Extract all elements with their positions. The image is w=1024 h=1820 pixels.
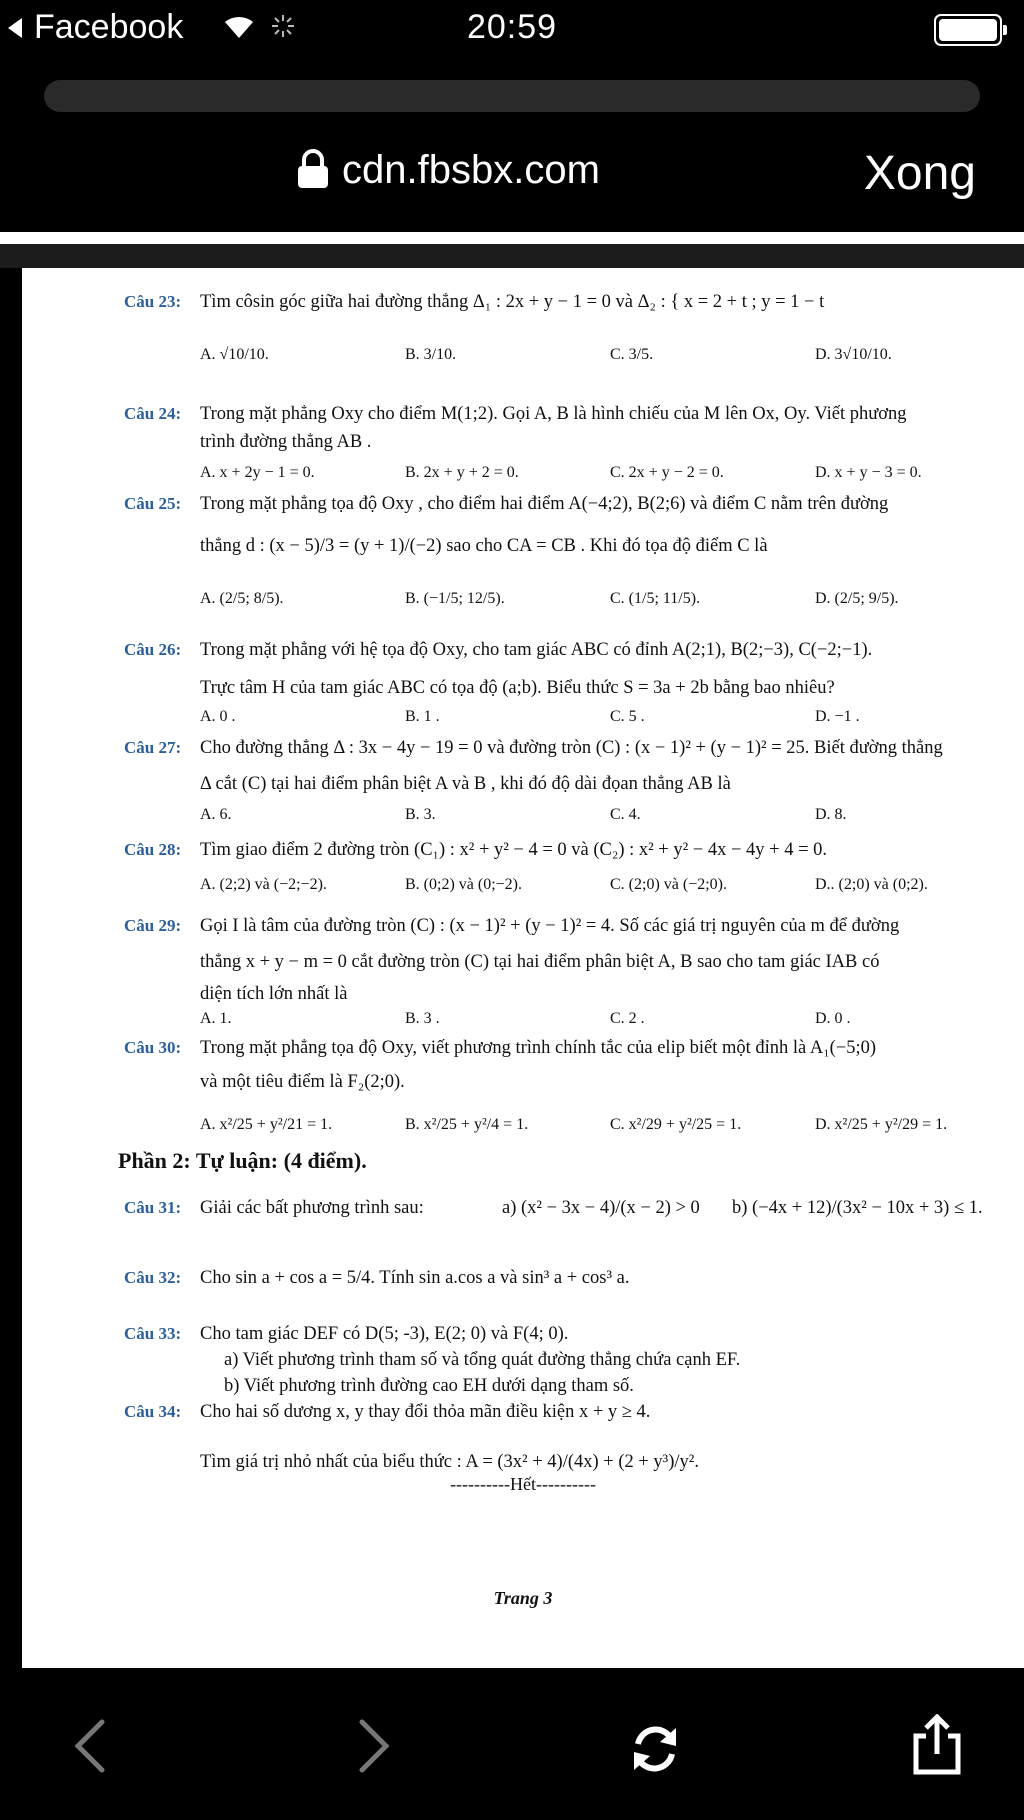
question-27-options	[200, 806, 1020, 824]
question-text: Trong mặt phẳng với hệ tọa độ Oxy, cho tam giác ABC có đỉnh A(2;1), B(2;−3), C(−2;−1).	[200, 640, 873, 660]
clock: 20:59	[466, 8, 558, 46]
question-label: Câu 29:	[124, 916, 182, 935]
option-b: B. (0;2) và (0;−2).	[405, 876, 522, 893]
question-text-line2: Trực tâm H của tam giác ABC có tọa độ (a;b). Biểu thức S = 3a + 2b bằng bao nhiêu?	[200, 678, 835, 698]
option-a: A. 1.	[200, 1010, 232, 1027]
status-bar	[0, 0, 1024, 58]
battery-icon	[934, 14, 1002, 46]
option-b: B. x²/25 + y²/4 = 1.	[405, 1116, 529, 1133]
option-c: C. 2 .	[610, 1010, 645, 1027]
option-c: C. 3/5.	[610, 346, 654, 363]
option-c: C. (2;0) và (−2;0).	[610, 876, 727, 893]
question-text-line2: Δ cắt (C) tại hai điểm phân biệt A và B , khi đó độ dài đọan thẳng AB là	[200, 774, 731, 794]
option-c: C. (1/5; 11/5).	[610, 590, 701, 607]
question-text: Cho tam giác DEF có D(5; -3), E(2; 0) và F(4; 0).	[200, 1324, 569, 1344]
option-a: A. (2/5; 8/5).	[200, 590, 284, 607]
option-d: D.. (2;0) và (0;2).	[815, 876, 928, 893]
question-text-line2: và một tiêu điểm là F₂(2;0).	[200, 1072, 405, 1092]
part-2-heading: Phần 2: Tự luận: (4 điểm).	[118, 1148, 367, 1173]
question-25-options	[200, 590, 1020, 608]
lock-icon	[296, 148, 330, 190]
option-c: C. 4.	[610, 806, 641, 823]
option-a: A. x²/25 + y²/21 = 1.	[200, 1116, 333, 1133]
reload-icon[interactable]	[628, 1722, 682, 1776]
option-d: D. 3√10/10.	[815, 346, 892, 363]
option-d: D. x + y − 3 = 0.	[815, 464, 922, 481]
option-d: D. (2/5; 9/5).	[815, 590, 899, 607]
option-c: C. x²/29 + y²/25 = 1.	[610, 1116, 742, 1133]
question-text: Trong mặt phẳng tọa độ Oxy, viết phương trình chính tắc của elip biết một đỉnh là A₁(−5;0)	[200, 1038, 877, 1058]
option-b: B. 3/10.	[405, 346, 457, 363]
part-a: a) Viết phương trình tham số và tổng quát đường thẳng chứa cạnh EF.	[224, 1350, 741, 1370]
question-text-line2: thẳng d : (x − 5)/3 = (y + 1)/(−2) sao cho CA = CB . Khi đó tọa độ điểm C là	[200, 536, 768, 556]
question-label: Câu 26:	[124, 640, 182, 659]
question-label: Câu 34:	[124, 1402, 182, 1421]
option-a: A. (2;2) và (−2;−2).	[200, 876, 327, 893]
question-text: Giải các bất phương trình sau:	[200, 1198, 424, 1218]
question-label: Câu 30:	[124, 1038, 182, 1057]
option-d: D. x²/25 + y²/29 = 1.	[815, 1116, 948, 1133]
question-label: Câu 33:	[124, 1324, 182, 1343]
question-26-options	[200, 708, 1020, 726]
question-label: Câu 32:	[124, 1268, 182, 1287]
option-b: B. 1 .	[405, 708, 440, 725]
url-text: cdn.fbsbx.com	[342, 148, 600, 192]
option-b: B. 2x + y + 2 = 0.	[405, 464, 519, 481]
part-a: a) (x² − 3x − 4)/(x − 2) > 0	[502, 1198, 700, 1218]
option-b: B. 3.	[405, 806, 436, 823]
end-mark: ----------Hết----------	[450, 1474, 596, 1494]
part-b: b) (−4x + 12)/(3x² − 10x + 3) ≤ 1.	[732, 1198, 983, 1218]
back-chevron-icon[interactable]	[70, 1718, 110, 1774]
question-text-line3: diện tích lớn nhất là	[200, 984, 348, 1004]
question-text: Cho sin a + cos a = 5/4. Tính sin a.cos a và sin³ a + cos³ a.	[200, 1268, 630, 1288]
question-24-options	[200, 464, 1020, 482]
question-23-options	[200, 346, 1020, 364]
question-label: Câu 25:	[124, 494, 182, 513]
forward-chevron-icon[interactable]	[354, 1718, 394, 1774]
part-b: b) Viết phương trình đường cao EH dưới dạng tham số.	[224, 1376, 634, 1396]
question-text: Tìm giao điểm 2 đường tròn (C₁) : x² + y² − 4 = 0 và (C₂) : x² + y² − 4x − 4y + 4 = 0.	[200, 840, 828, 860]
question-text: Cho đường thẳng Δ : 3x − 4y − 19 = 0 và đường tròn (C) : (x − 1)² + (y − 1)² = 25. Biết đường thẳng	[200, 738, 943, 758]
question-30-options	[200, 1116, 1020, 1134]
option-d: D. 8.	[815, 806, 847, 823]
option-a: A. 6.	[200, 806, 232, 823]
question-text-line2: trình đường thẳng AB .	[200, 432, 372, 452]
question-text: Tìm côsin góc giữa hai đường thẳng Δ₁ : 2x + y − 1 = 0 và Δ₂ : { x = 2 + t ; y = 1 − t	[200, 292, 825, 312]
question-label: Câu 31:	[124, 1198, 182, 1217]
question-text-line2: Tìm giá trị nhỏ nhất của biểu thức : A = (3x² + 4)/(4x) + (2 + y³)/y².	[200, 1452, 699, 1472]
option-c: C. 5 .	[610, 708, 645, 725]
question-text: Gọi I là tâm của đường tròn (C) : (x − 1)² + (y − 1)² = 4. Số các giá trị nguyên của m để đường	[200, 916, 900, 936]
question-text: Trong mặt phẳng Oxy cho điểm M(1;2). Gọi A, B là hình chiếu của M lên Ox, Oy. Viết phương	[200, 404, 907, 424]
option-c: C. 2x + y − 2 = 0.	[610, 464, 724, 481]
question-29-options	[200, 1010, 1020, 1028]
question-text-line2: thẳng x + y − m = 0 cắt đường tròn (C) tại hai điểm phân biệt A, B sao cho tam giác IAB có	[200, 952, 880, 972]
document-page	[22, 268, 1024, 1668]
option-d: D. −1 .	[815, 708, 860, 725]
bottom-toolbar	[0, 1688, 1024, 1820]
option-a: A. 0 .	[200, 708, 236, 725]
question-text: Trong mặt phẳng tọa độ Oxy , cho điểm hai điểm A(−4;2), B(2;6) và điểm C nằm trên đường	[200, 494, 889, 514]
question-label: Câu 27:	[124, 738, 182, 757]
option-b: B. (−1/5; 12/5).	[405, 590, 505, 607]
question-text: Cho hai số dương x, y thay đổi thỏa mãn điều kiện x + y ≥ 4.	[200, 1402, 651, 1422]
question-label: Câu 24:	[124, 404, 182, 423]
option-b: B. 3 .	[405, 1010, 440, 1027]
option-a: A. x + 2y − 1 = 0.	[200, 464, 315, 481]
page-number: Trang 3	[493, 1588, 553, 1608]
back-app-label: Facebook	[34, 8, 184, 46]
share-icon[interactable]	[912, 1714, 962, 1776]
option-a: A. √10/10.	[200, 346, 269, 363]
url-bar	[0, 112, 1024, 232]
option-d: D. 0 .	[815, 1010, 851, 1027]
done-button[interactable]: Xong	[863, 147, 976, 200]
question-label: Câu 28:	[124, 840, 182, 859]
sheet-grabber[interactable]	[44, 80, 980, 112]
question-label: Câu 23:	[124, 292, 182, 311]
question-28-options	[200, 876, 1020, 894]
